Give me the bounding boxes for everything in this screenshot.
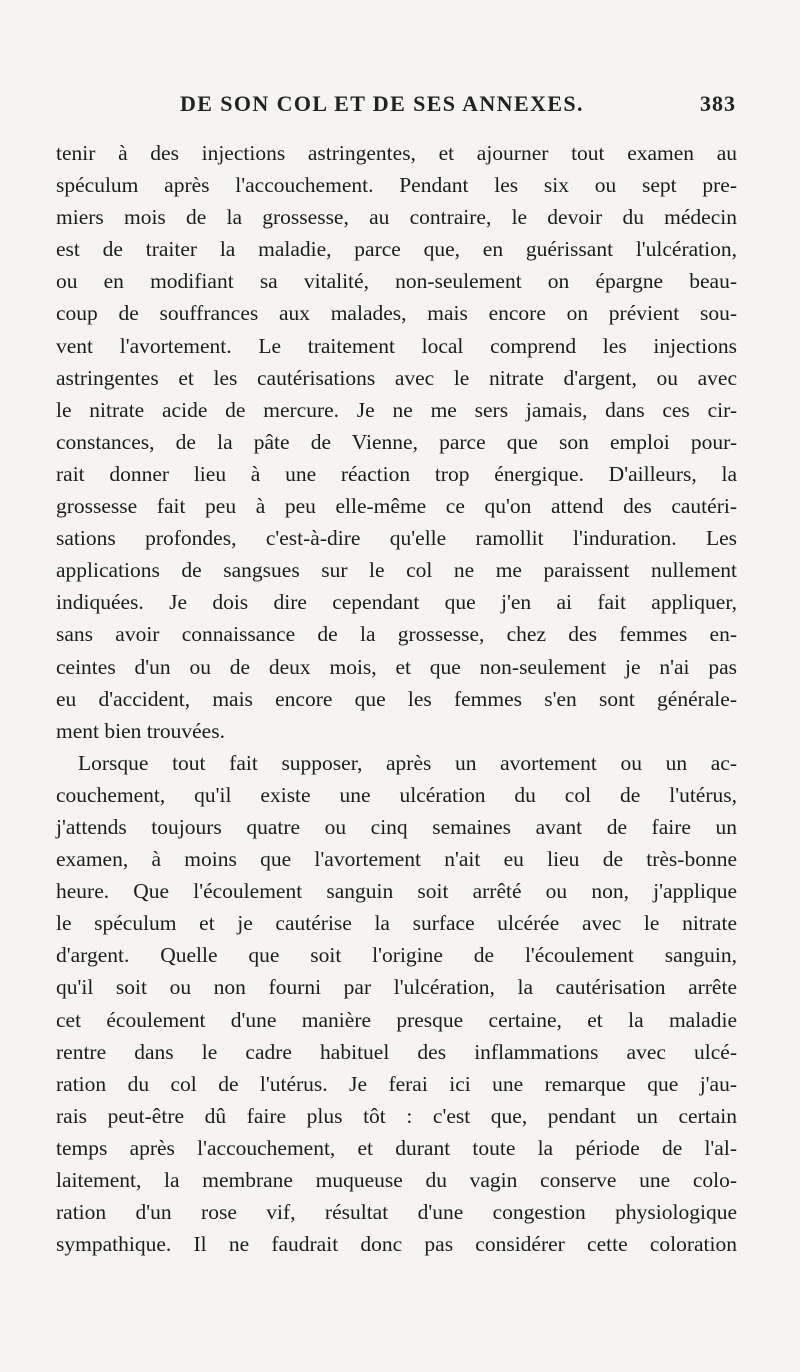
- text-line: eu d'accident, mais encore que les femmes s'en sont générale-: [56, 686, 737, 711]
- text-line: miers mois de la grossesse, au contraire, le devoir du médecin: [56, 205, 737, 230]
- text-line: couchement, qu'il existe une ulcération du col de l'utérus,: [56, 782, 737, 807]
- text-line: astringentes et les cautérisations avec le nitrate d'argent, ou avec: [56, 365, 737, 390]
- text-line: sations profondes, c'est-à-dire qu'elle ramollit l'induration. Les: [56, 526, 737, 551]
- text-line: ration d'un rose vif, résultat d'une congestion physiologique: [56, 1200, 737, 1225]
- text-line: heure. Que l'écoulement sanguin soit arrêté ou non, j'applique: [56, 879, 737, 904]
- running-title: DE SON COL ET DE SES ANNEXES.: [180, 91, 584, 116]
- text-line: d'argent. Quelle que soit l'origine de l'écoulement sanguin,: [56, 943, 737, 968]
- paragraph-end-line: ment bien trouvées.: [56, 718, 225, 743]
- text-line: applications de sangsues sur le col ne me paraissent nullement: [56, 558, 737, 583]
- text-line: cet écoulement d'une manière presque certaine, et la maladie: [56, 1007, 737, 1032]
- text-line: coup de souffrances aux malades, mais encore on prévient sou-: [56, 301, 737, 326]
- text-line: constances, de la pâte de Vienne, parce que son emploi pour-: [56, 429, 737, 454]
- text-line: spéculum après l'accouchement. Pendant les six ou sept pre-: [56, 173, 737, 198]
- text-line: vent l'avortement. Le traitement local comprend les injections: [56, 333, 737, 358]
- text-line: ou en modifiant sa vitalité, non-seulement on épargne beau-: [56, 269, 737, 294]
- text-line: temps après l'accouchement, et durant toute la période de l'al-: [56, 1135, 737, 1160]
- text-line: rais peut-être dû faire plus tôt : c'est que, pendant un certain: [56, 1103, 737, 1128]
- body-text: [56, 137, 737, 1260]
- text-line: le nitrate acide de mercure. Je ne me sers jamais, dans ces cir-: [56, 397, 737, 422]
- text-line: ration du col de l'utérus. Je ferai ici une remarque que j'au-: [56, 1071, 737, 1096]
- text-line: ceintes d'un ou de deux mois, et que non-seulement je n'ai pas: [56, 654, 737, 679]
- text-line: tenir à des injections astringentes, et ajourner tout examen au: [56, 141, 737, 165]
- text-line: indiquées. Je dois dire cependant que j'en ai fait appliquer,: [56, 590, 737, 615]
- text-line: examen, à moins que l'avortement n'ait eu lieu de très-bonne: [56, 847, 737, 872]
- text-line: rentre dans le cadre habituel des inflammations avec ulcé-: [56, 1039, 737, 1064]
- text-line: est de traiter la maladie, parce que, en guérissant l'ulcération,: [56, 237, 737, 262]
- text-line: j'attends toujours quatre ou cinq semaines avant de faire un: [56, 814, 737, 839]
- text-line: grossesse fait peu à peu elle-même ce qu'on attend des cautéri-: [56, 494, 737, 519]
- text-line: sans avoir connaissance de la grossesse, chez des femmes en-: [56, 622, 737, 647]
- text-line: laitement, la membrane muqueuse du vagin conserve une colo-: [56, 1168, 737, 1192]
- text-line: qu'il soit ou non fourni par l'ulcération, la cautérisation arrête: [56, 975, 737, 1000]
- paragraph-start-line: Lorsque tout fait supposer, après un avortement ou un ac-: [78, 750, 737, 775]
- page-number: 383: [700, 91, 736, 116]
- text-line: sympathique. Il ne faudrait donc pas considérer cette coloration: [56, 1232, 737, 1257]
- text-line: rait donner lieu à une réaction trop énergique. D'ailleurs, la: [56, 461, 737, 486]
- page-header: [56, 91, 736, 123]
- text-line: le spéculum et je cautérise la surface ulcérée avec le nitrate: [56, 911, 737, 936]
